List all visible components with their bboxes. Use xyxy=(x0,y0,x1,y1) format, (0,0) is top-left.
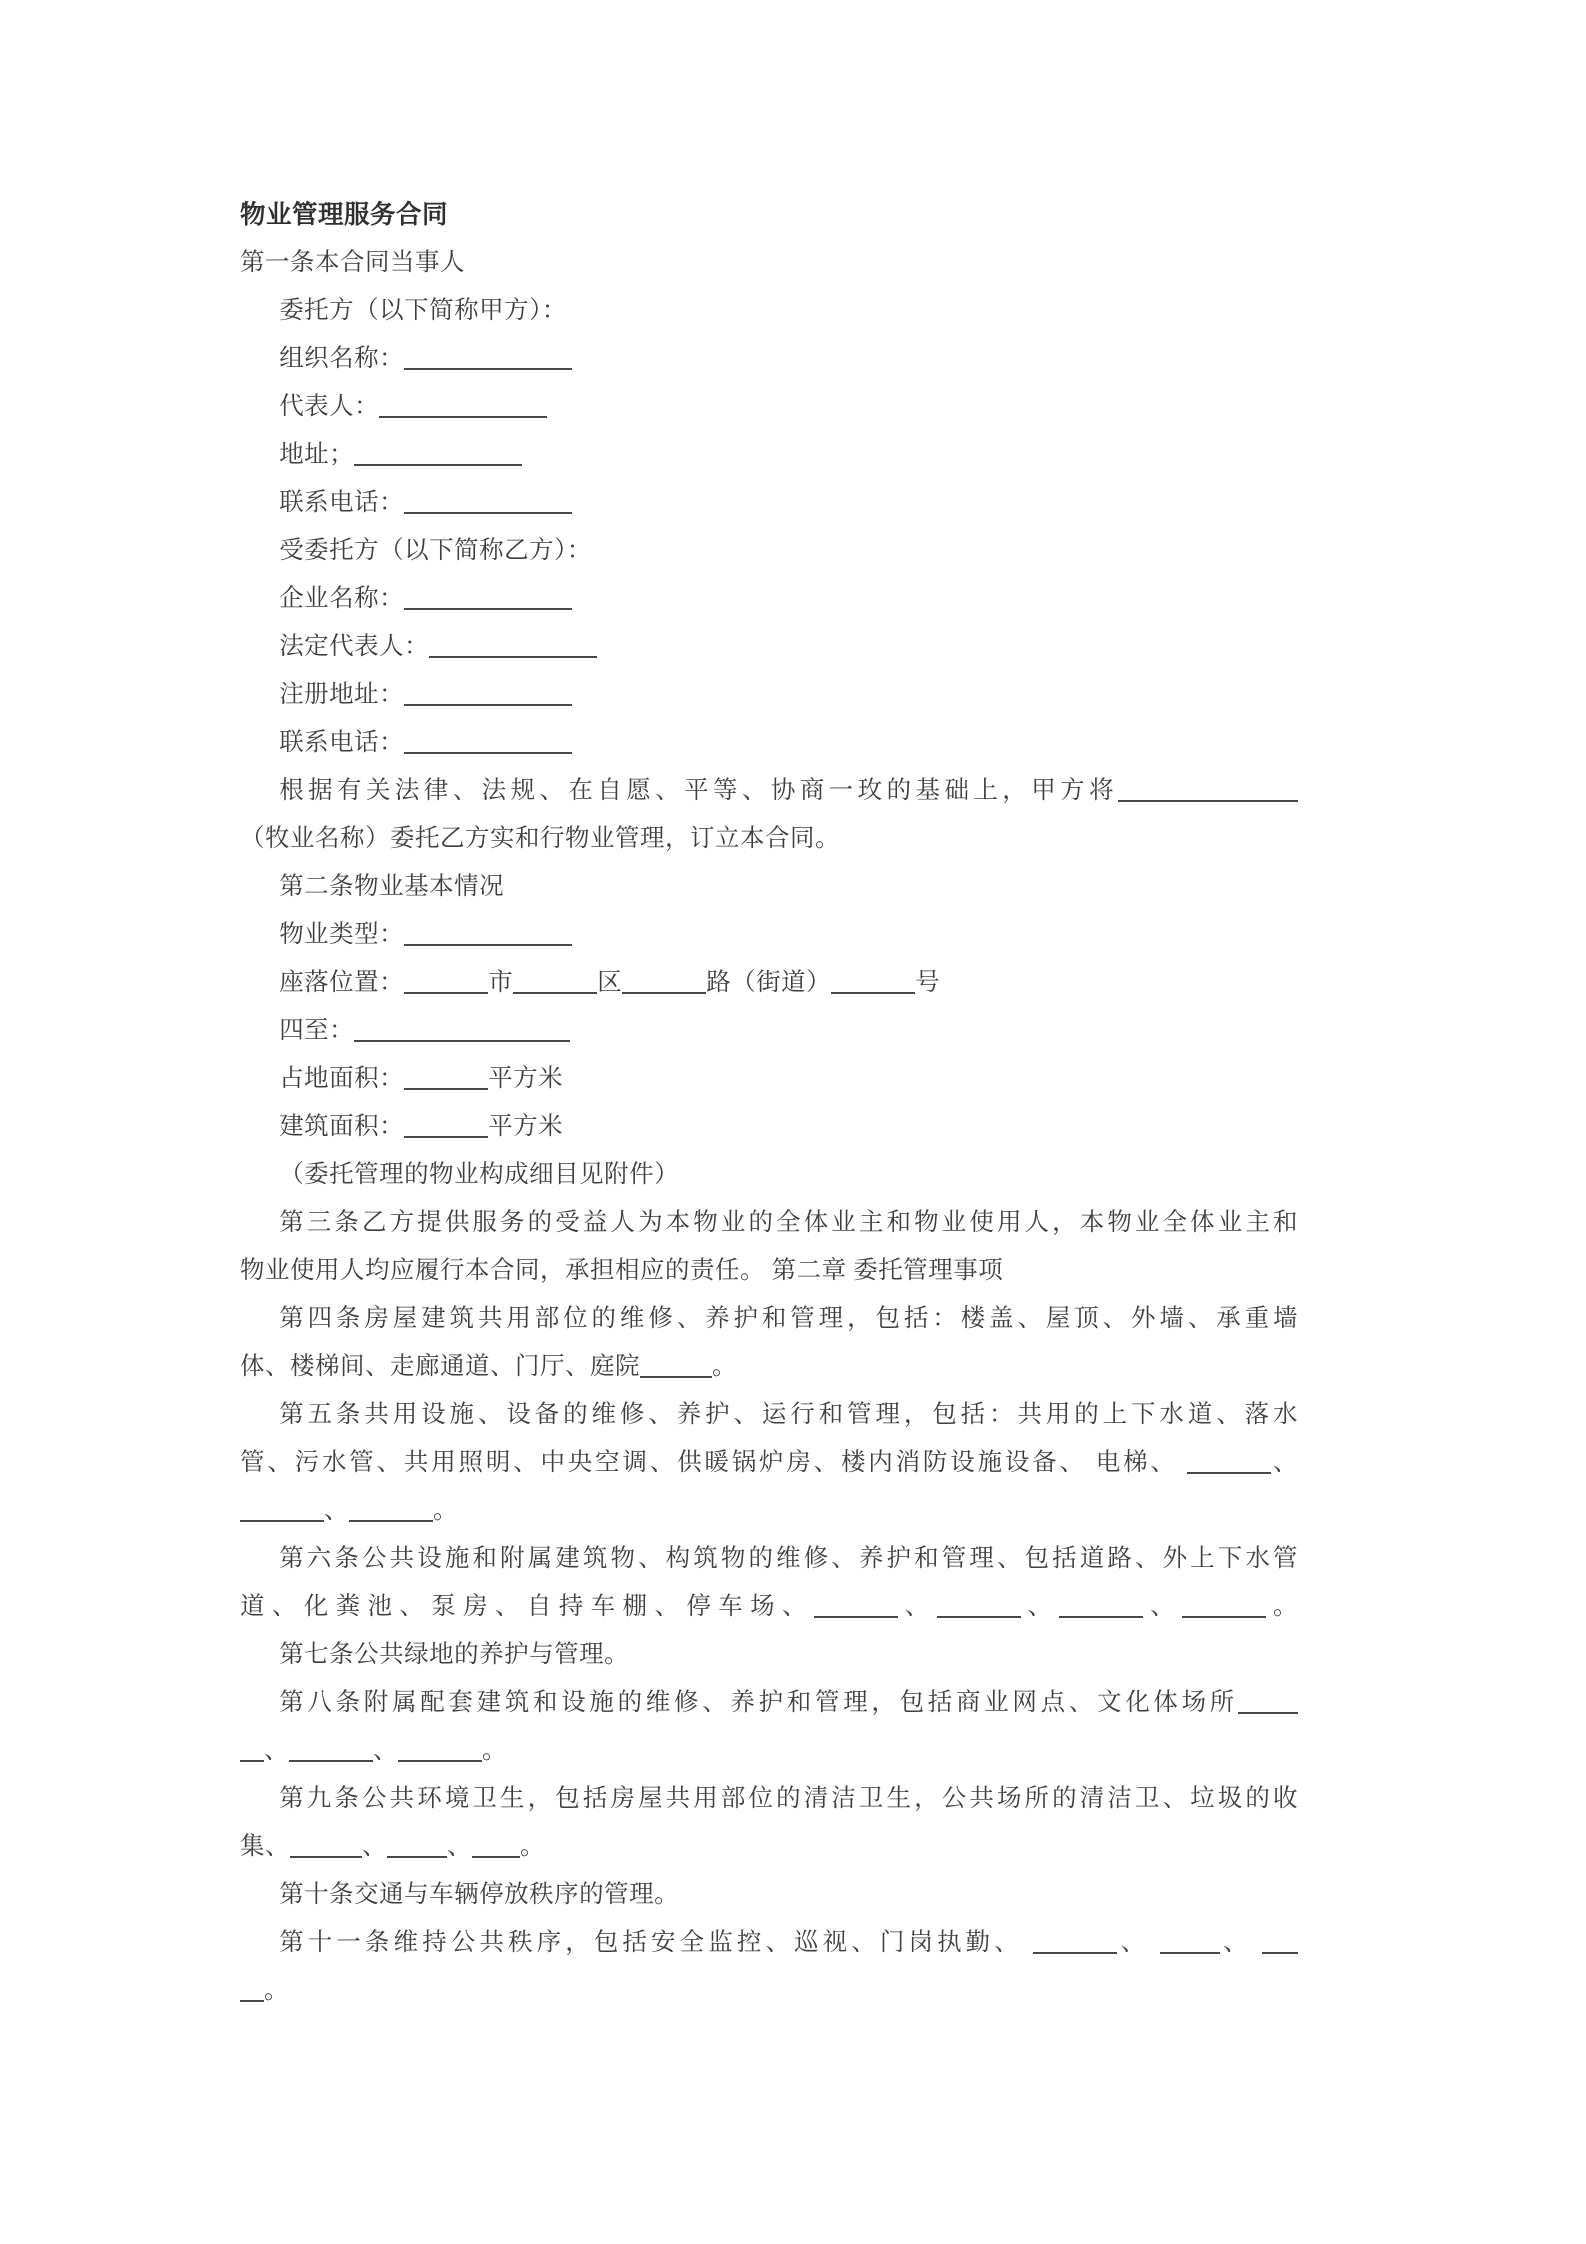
fill-in-blank xyxy=(404,992,488,994)
contract-line xyxy=(240,863,1298,911)
text-run: 、 xyxy=(362,1833,387,1860)
fill-in-blank xyxy=(290,1856,362,1858)
contract-line xyxy=(240,1199,1298,1247)
fill-in-blank xyxy=(289,1760,373,1762)
fill-in-blank xyxy=(354,1040,570,1042)
contract-line xyxy=(240,239,1298,287)
fill-in-blank xyxy=(1187,1472,1271,1474)
text-run: 号 xyxy=(915,969,941,996)
text-run: 。 xyxy=(712,1353,737,1380)
fill-in-blank xyxy=(472,1856,520,1858)
text-run: 物业管理服务合同 xyxy=(240,200,449,229)
contract-line xyxy=(240,959,1298,1007)
text-run: 占地面积： xyxy=(279,1065,405,1092)
text-run: 集、 xyxy=(240,1833,290,1860)
text-run: 第六条公共设施和附属建筑物、构筑物的维修、养护和管理、包括道路、外上下水管 xyxy=(279,1545,1298,1572)
text-run: 第十一条维持公共秩序，包括安全监控、巡视、门岗执勤、 xyxy=(279,1929,1034,1956)
fill-in-blank xyxy=(404,368,572,370)
text-run: 。 xyxy=(482,1737,507,1764)
fill-in-blank xyxy=(640,1376,712,1378)
text-run: 组织名称： xyxy=(279,345,405,372)
text-run: 联系电话： xyxy=(279,489,405,516)
fill-in-blank xyxy=(404,752,572,754)
fill-in-blank xyxy=(240,1760,264,1762)
contract-line xyxy=(240,1631,1298,1679)
contract-line xyxy=(240,1871,1298,1919)
contract-line xyxy=(240,335,1298,383)
text-run: 第十条交通与车辆停放秩序的管理。 xyxy=(279,1881,680,1908)
contract-line xyxy=(240,479,1298,527)
fill-in-blank xyxy=(349,1520,433,1522)
contract-line xyxy=(240,575,1298,623)
contract-line xyxy=(240,815,1298,863)
text-run: 。 xyxy=(264,1977,289,2004)
contract-line xyxy=(240,1295,1298,1343)
contract-line xyxy=(240,1103,1298,1151)
text-run: 第九条公共环境卫生，包括房屋共用部位的清洁卫生，公共场所的清洁卫、垃圾的收 xyxy=(279,1785,1298,1812)
contract-line xyxy=(240,623,1298,671)
contract-line xyxy=(240,1055,1298,1103)
fill-in-blank xyxy=(1238,1712,1298,1714)
text-run: 区 xyxy=(597,969,623,996)
contract-line xyxy=(240,671,1298,719)
text-run: 管、污水管、共用照明、中央空调、供暖锅炉房、楼内消防设施设备、 电梯、 xyxy=(240,1449,1187,1476)
fill-in-blank xyxy=(1160,1952,1220,1954)
text-run: 、 xyxy=(1219,1929,1263,1956)
text-run: 物业类型： xyxy=(279,921,405,948)
contract-line xyxy=(240,1247,1298,1295)
fill-in-blank xyxy=(240,2000,264,2002)
text-run: 地址； xyxy=(279,441,355,468)
contract-line xyxy=(240,1535,1298,1583)
text-run: 、 xyxy=(1020,1593,1060,1620)
text-run: 道、化粪池、泵房、自持车棚、停车场、 xyxy=(240,1593,814,1620)
fill-in-blank xyxy=(354,464,522,466)
text-run: 四至： xyxy=(279,1017,355,1044)
fill-in-blank xyxy=(387,1856,447,1858)
text-run: 平方米 xyxy=(488,1113,564,1140)
contract-line xyxy=(240,911,1298,959)
fill-in-blank xyxy=(404,944,572,946)
text-run: 。 xyxy=(1266,1593,1299,1620)
text-run: 平方米 xyxy=(488,1065,564,1092)
fill-in-blank xyxy=(398,1760,482,1762)
text-run: 座落位置： xyxy=(279,969,405,996)
fill-in-blank xyxy=(404,608,572,610)
text-run: 企业名称： xyxy=(279,585,405,612)
text-run: 代表人： xyxy=(279,393,380,420)
text-run: 、 xyxy=(1143,1593,1183,1620)
fill-in-blank xyxy=(404,1088,488,1090)
text-run: 体、楼梯间、走廊通道、门厅、庭院 xyxy=(240,1353,640,1380)
fill-in-blank xyxy=(1182,1616,1266,1618)
text-run: 。 xyxy=(433,1497,458,1524)
text-run: 、 xyxy=(897,1593,937,1620)
contract-line xyxy=(240,1343,1298,1391)
text-run: 注册地址： xyxy=(279,681,405,708)
fill-in-blank xyxy=(404,1136,488,1138)
contract-line xyxy=(240,1919,1298,1967)
contract-line xyxy=(240,1391,1298,1439)
fill-in-blank xyxy=(513,992,597,994)
fill-in-blank xyxy=(937,1616,1021,1618)
fill-in-blank xyxy=(379,416,547,418)
text-run: 联系电话： xyxy=(279,729,405,756)
text-run: 委托方（以下简称甲方）： xyxy=(279,297,567,324)
text-run: 第七条公共绿地的养护与管理。 xyxy=(279,1641,630,1668)
fill-in-blank xyxy=(1033,1952,1117,1954)
text-run: 物业使用人均应履行本合同，承担相应的责任。 第二章 委托管理事项 xyxy=(240,1257,1004,1284)
text-run: 第八条附属配套建筑和设施的维修、养护和管理，包括商业网点、文化体场所 xyxy=(279,1689,1238,1716)
contract-line xyxy=(240,1679,1298,1727)
document-title xyxy=(240,191,1298,239)
contract-line xyxy=(240,1823,1298,1871)
text-run: （委托管理的物业构成细目见附件） xyxy=(279,1161,680,1188)
contract-line xyxy=(240,1007,1298,1055)
text-run: 、 xyxy=(447,1833,472,1860)
text-run: 法定代表人： xyxy=(279,633,430,660)
contract-line xyxy=(240,1487,1298,1535)
text-run: 第二条物业基本情况 xyxy=(279,873,505,900)
text-run: 、 xyxy=(1270,1449,1299,1476)
fill-in-blank xyxy=(814,1616,898,1618)
text-run: 、 xyxy=(324,1497,349,1524)
contract-line xyxy=(240,1439,1298,1487)
contract-line xyxy=(240,1151,1298,1199)
text-run: 、 xyxy=(373,1737,398,1764)
text-run: （牧业名称）委托乙方实和行物业管理，订立本合同。 xyxy=(240,825,840,852)
contract-line xyxy=(240,1583,1298,1631)
fill-in-blank xyxy=(622,992,706,994)
contract-line xyxy=(240,1967,1298,2015)
fill-in-blank xyxy=(831,992,915,994)
text-run: 路（街道） xyxy=(706,969,832,996)
contract-line xyxy=(240,719,1298,767)
text-run: 、 xyxy=(264,1737,289,1764)
fill-in-blank xyxy=(1059,1616,1143,1618)
contract-line xyxy=(240,767,1298,815)
fill-in-blank xyxy=(404,512,572,514)
text-run: 第五条共用设施、设备的维修、养护、运行和管理，包括：共用的上下水道、落水 xyxy=(279,1401,1298,1428)
fill-in-blank xyxy=(1262,1952,1298,1954)
text-run: 第四条房屋建筑共用部位的维修、养护和管理，包括：楼盖、屋顶、外墙、承重墙 xyxy=(279,1305,1298,1332)
fill-in-blank xyxy=(429,656,597,658)
contract-line xyxy=(240,383,1298,431)
contract-line xyxy=(240,287,1298,335)
text-run: 、 xyxy=(1117,1929,1160,1956)
contract-line xyxy=(240,1775,1298,1823)
contract-line xyxy=(240,431,1298,479)
fill-in-blank xyxy=(240,1520,324,1522)
contract-line xyxy=(240,527,1298,575)
text-run: 。 xyxy=(520,1833,545,1860)
contract-line xyxy=(240,1727,1298,1775)
text-run: 第一条本合同当事人 xyxy=(240,249,465,276)
text-run: 第三条乙方提供服务的受益人为本物业的全体业主和物业使用人，本物业全体业主和 xyxy=(279,1209,1298,1236)
text-run: 市 xyxy=(488,969,514,996)
text-run: 根据有关法律、法规、在自愿、平等、协商一玫的基础上，甲方将 xyxy=(279,777,1118,804)
text-run: 受委托方（以下简称乙方）： xyxy=(279,537,592,564)
text-run: 建筑面积： xyxy=(279,1113,405,1140)
fill-in-blank xyxy=(1118,800,1298,802)
document-body xyxy=(240,191,1298,2015)
fill-in-blank xyxy=(404,704,572,706)
